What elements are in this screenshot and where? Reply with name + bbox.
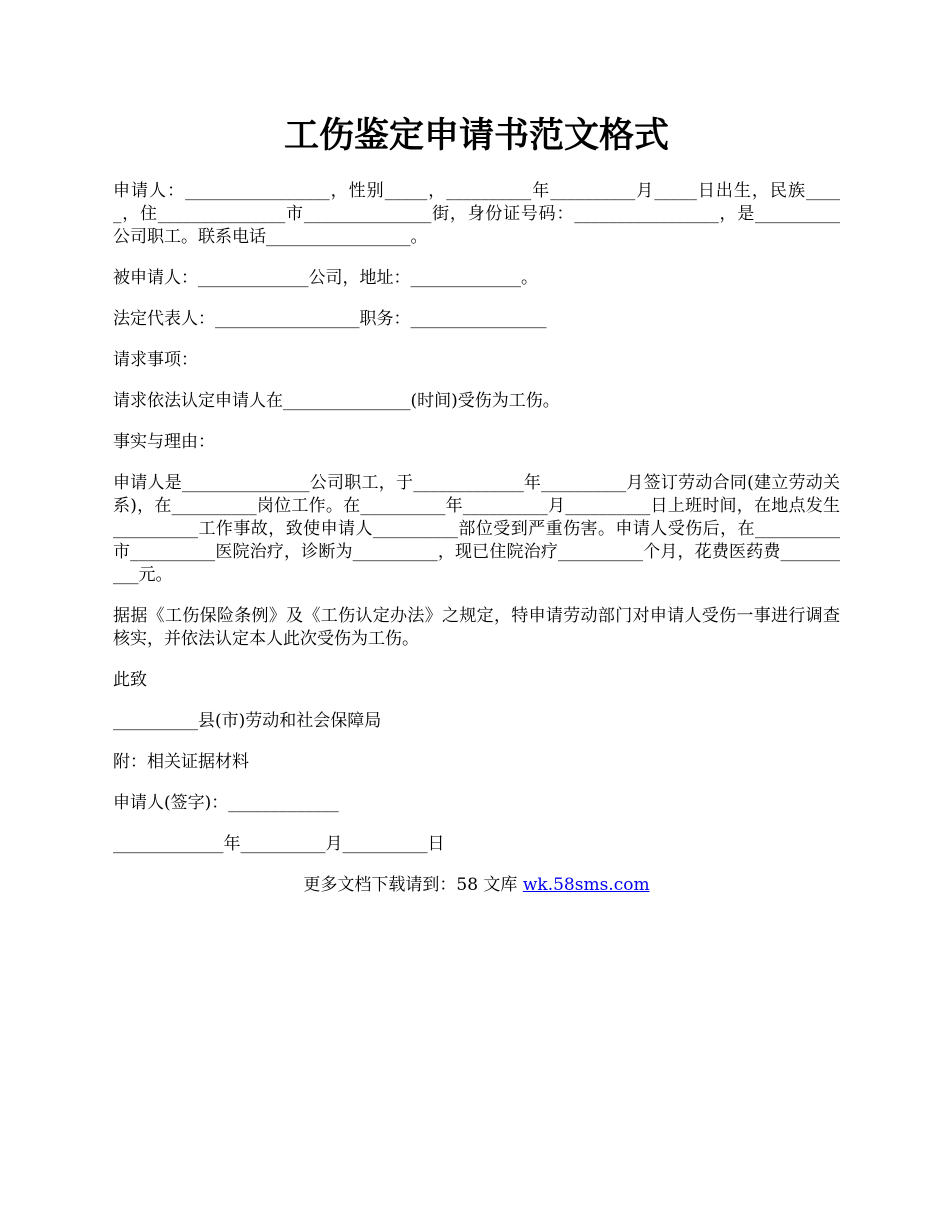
- footer-link[interactable]: wk.58sms.com: [522, 875, 650, 895]
- request-heading: 请求事项：: [113, 350, 198, 370]
- download-footer: [113, 874, 840, 897]
- applicant-info-paragraph: 申请人：_________________，性别_____，__________年__________月_____日出生，民族_____，住_______________市_______________街，身份证号码：_________________，是__________公司职工。联系电话_________________。: [113, 181, 840, 247]
- salutation: 此致: [113, 670, 147, 690]
- request-paragraph: 请求依法认定申请人在_______________(时间)受伤为工伤。: [113, 391, 560, 411]
- document-title: 工伤鉴定申请书范文格式: [283, 115, 669, 156]
- basis-paragraph: 据据《工伤保险条例》及《工伤认定办法》之规定，特申请劳动部门对申请人受伤一事进行调查核实，并依法认定本人此次受伤为工伤。: [113, 606, 840, 649]
- legal-representative-paragraph: 法定代表人：_________________职务：________________: [113, 309, 547, 329]
- recipient-bureau: __________县(市)劳动和社会保障局: [113, 711, 382, 731]
- footer-text: 更多文档下载请到：58 文库: [303, 875, 523, 895]
- attachments-line: 附：相关证据材料: [113, 752, 249, 772]
- document-page: [113, 108, 840, 897]
- facts-paragraph: 申请人是_______________公司职工，于_____________年__________月签订劳动合同(建立劳动关系)，在__________岗位工作。在__________年__________月__________日上班时间，在地点发生__________工作事故，致使申请人__________部位受到严重伤害。申请人受伤后，在__________市__________医院治疗，诊断为__________，现已住院治疗__________个月，花费医药费__________元。: [113, 473, 840, 585]
- signature-line: 申请人(签字)：_____________: [113, 793, 339, 813]
- date-line: _____________年__________月__________日: [113, 834, 445, 854]
- respondent-paragraph: 被申请人：_____________公司，地址：_____________。: [113, 268, 538, 288]
- facts-heading: 事实与理由：: [113, 432, 215, 452]
